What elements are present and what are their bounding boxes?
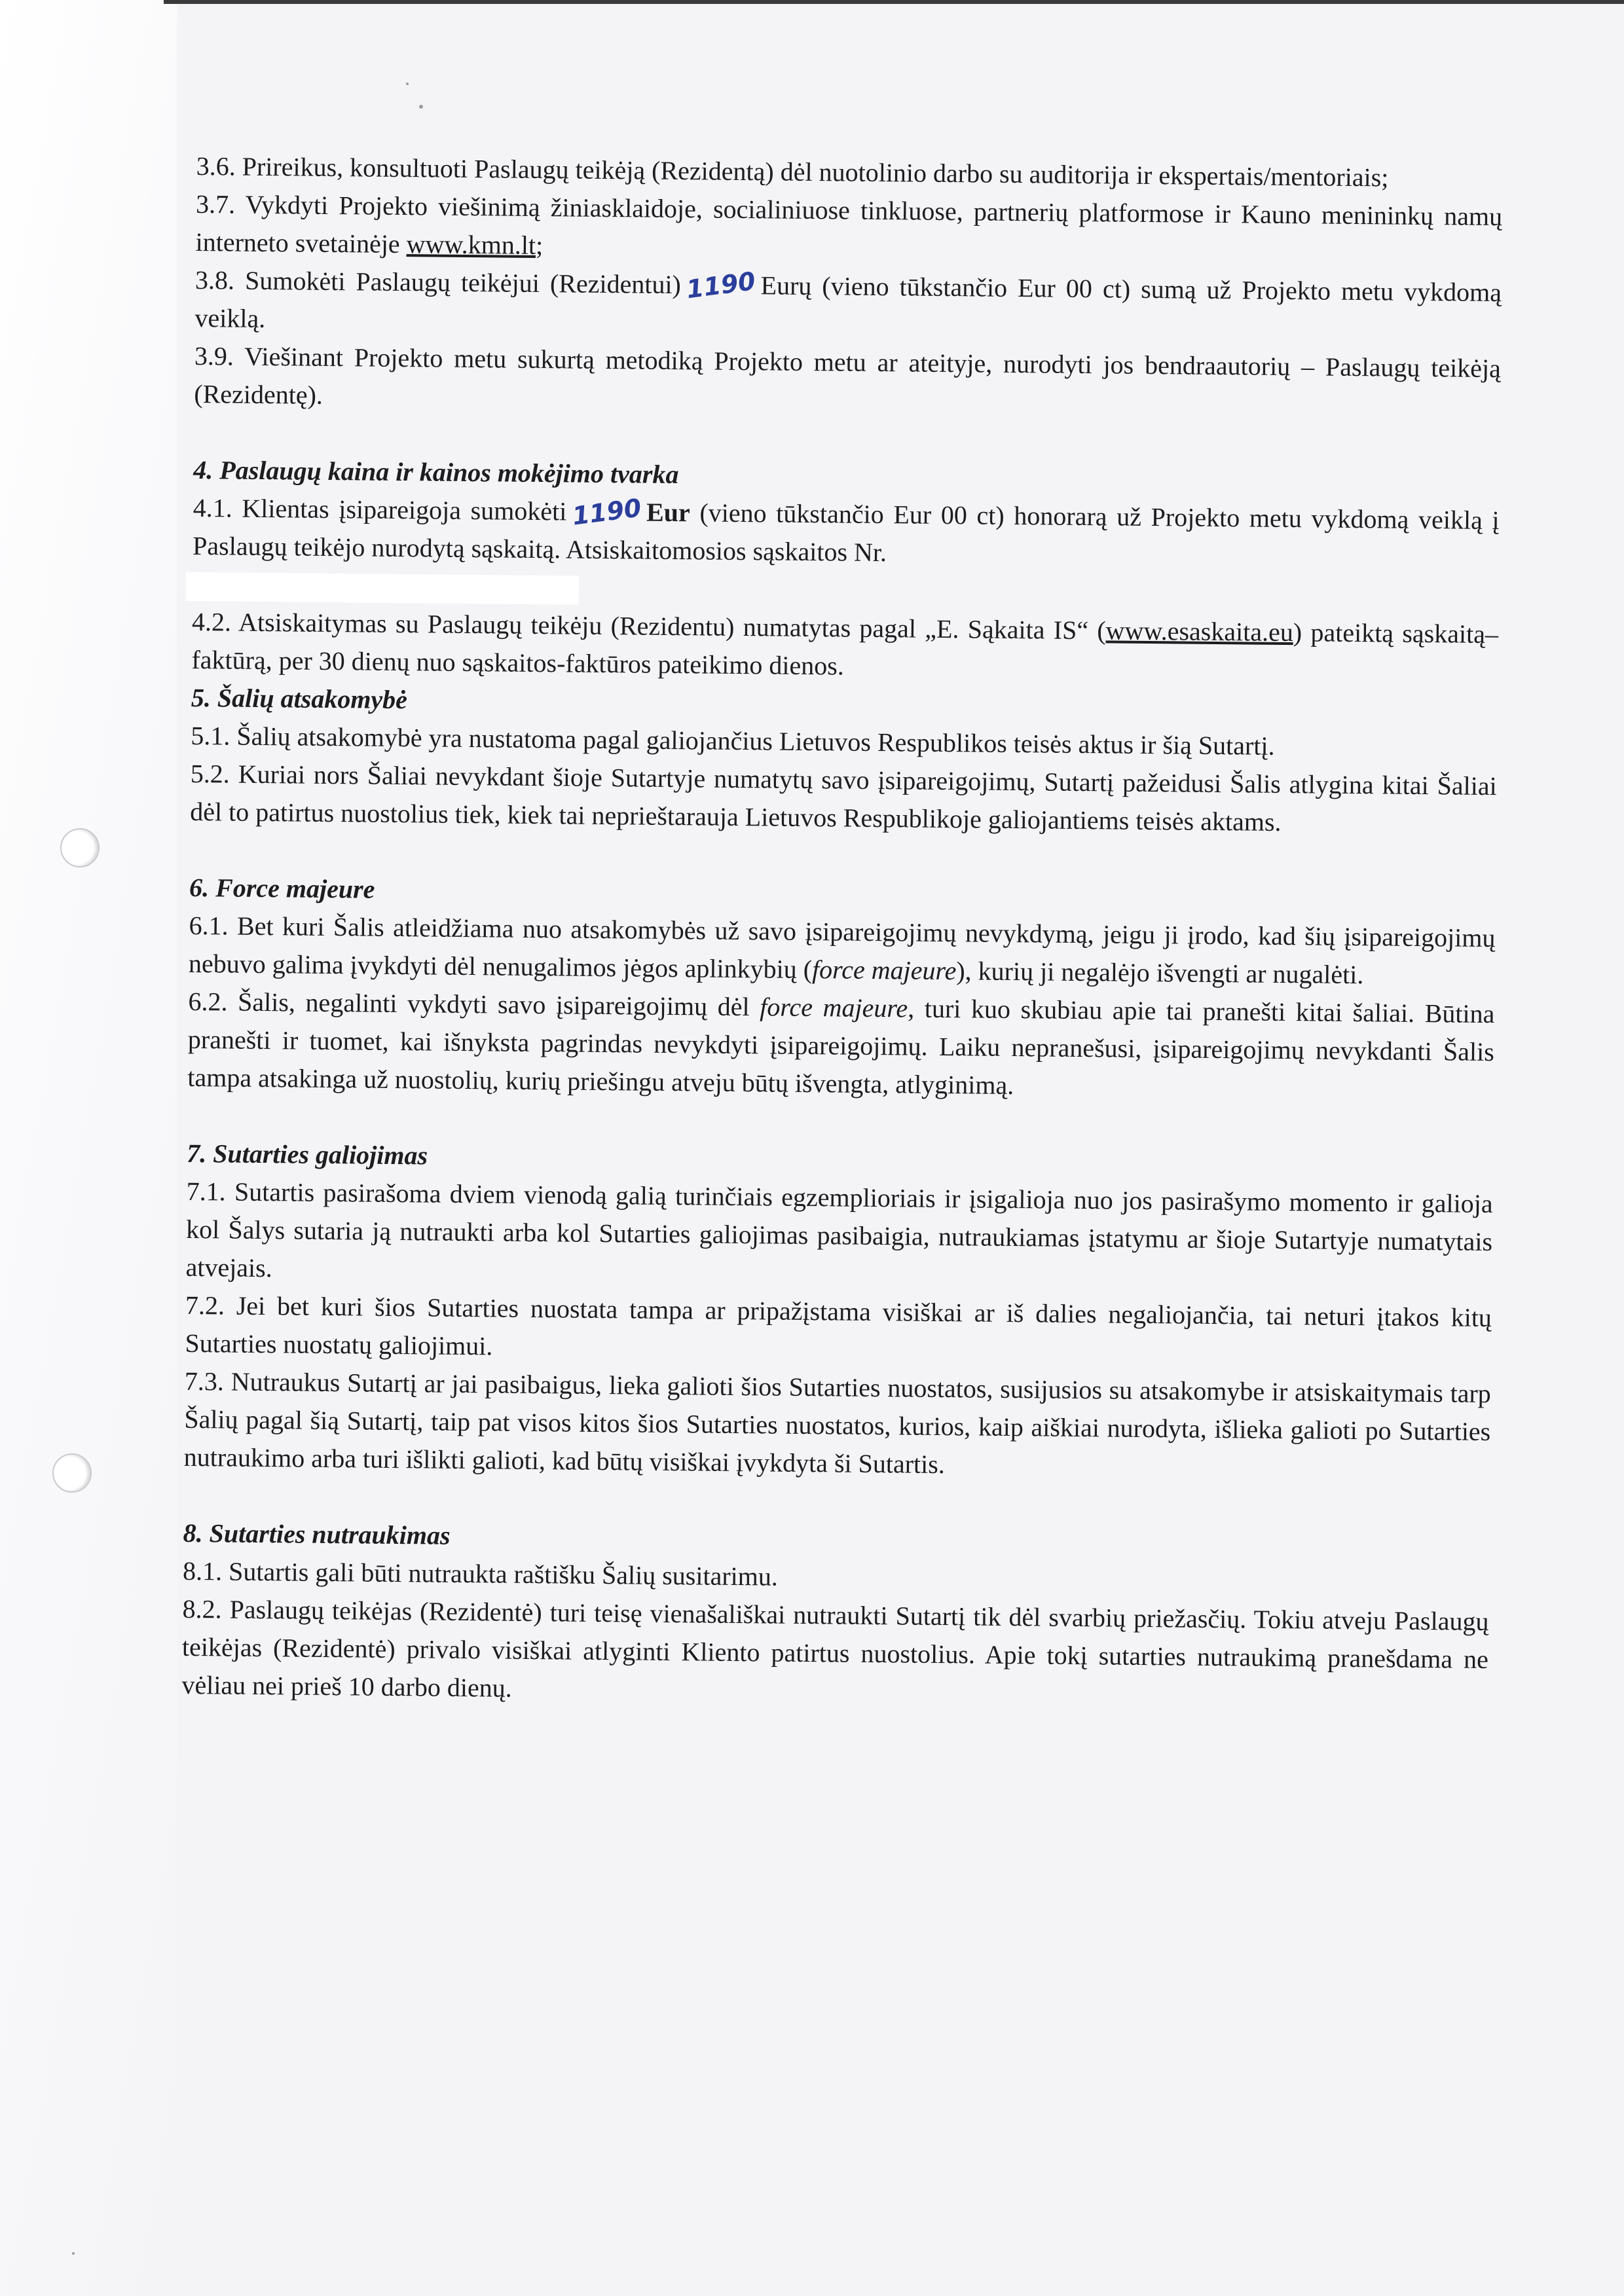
- force-majeure-term: force majeure: [760, 992, 908, 1023]
- clause-6-1: [189, 907, 1496, 995]
- scan-speck: [419, 105, 423, 109]
- clause-3-8-text: 3.8. Sumokėti Paslaugų teikėjui (Rezidentui): [194, 264, 682, 300]
- clause-6-2-text: 6.2. Šalis, negalinti vykdyti savo įsipareigojimų dėl: [188, 986, 760, 1022]
- scan-speck: [406, 82, 409, 85]
- clause-3-7-end: ;: [535, 230, 544, 261]
- kmn-website-link[interactable]: www.kmn.lt: [406, 229, 536, 260]
- force-majeure-term: force majeure: [811, 955, 957, 986]
- scan-speck: [72, 2252, 75, 2255]
- section-8-heading: 8. Sutarties nutraukimas: [183, 1518, 451, 1550]
- clause-3-8: [194, 261, 1502, 350]
- clause-5-1: 5.1. Šalių atsakomybė yra nustatoma pagal galiojančius Lietuvos Respublikos teisės aktus ir šią Sutartį.: [191, 720, 1275, 761]
- section-5-heading: 5. Šalių atsakomybė: [191, 682, 408, 715]
- clause-6-2-text-end: , turi kuo skubiau apie tai pranešti kitai šaliai. Būtina pranešti ir tuomet, kai išnyksta pagrindas nevykdyti įsipareigojimų. Laiku nepranešusi, įsipareigojimų nevykdanti Šalis tampa atsakinga už nuostolių, kurių priešingu atveju būtų išvengta, atlyginimą.: [187, 993, 1495, 1101]
- contract-page: [181, 147, 1503, 1717]
- handwritten-amount: 1190: [570, 493, 643, 531]
- clause-3-7-text: 3.7. Vykdyti Projekto viešinimą žiniasklaidoje, socialiniuose tinkluose, partnerių platformose ir Kauno menininkų namų interneto svetainėje: [195, 189, 1503, 259]
- clause-4-1-text: 4.1. Klientas įsipareigoja sumokėti: [193, 492, 567, 526]
- clause-7-2: 7.2. Jei bet kuri šios Sutarties nuostata tampa ar pripažįstama visiškai ar iš dalies negaliojančia, tai neturi įtakos kitų Sutarties nuostatų galiojimui.: [185, 1290, 1492, 1361]
- clause-4-2-text: 4.2. Atsiskaitymas su Paslaugų teikėju (Rezidentu) numatytas pagal „E. Sąkaita IS“ (: [191, 606, 1106, 646]
- clause-3-8-text-end: Eurų (vieno tūkstančio Eur 00 ct) sumą už Projekto metu vykdomą veiklą.: [194, 270, 1502, 334]
- punch-hole: [52, 1453, 92, 1493]
- section-7-heading: 7. Sutarties galiojimas: [187, 1138, 428, 1171]
- clause-7-1: 7.1. Sutartis pasirašoma dviem vienodą galią turinčiais egzemplioriais ir įsigalioja nuo jos pasirašymo momento ir galioja kol Šalys sutaria ją nutraukti arba kol Sutarties galiojimas pasibaigia, nutraukiamas įstatymu ar šioje Sutartyje numatytais atvejais.: [185, 1176, 1493, 1283]
- scan-edge-shading: [0, 0, 177, 2296]
- clause-6-1-text-end: ), kurių ji negalėjo išvengti ar nugalėti.: [956, 956, 1364, 990]
- section-4-heading: 4. Paslaugų kaina ir kainos mokėjimo tvarka: [193, 454, 679, 490]
- scan-top-border: [164, 0, 1624, 4]
- clause-7-3: 7.3. Nutraukus Sutartį ar jai pasibaigus, lieka galioti šios Sutarties nuostatos, susijusios su atsakomybe ir atsiskaitymais tarp Šalių pagal šią Sutartį, taip pat visos kitos šios Sutarties nuostatos, kurios, kaip aiškiai nurodyta, išlieka galioti po Sutarties nutraukimo arba turi išlikti galioti, kad būtų visiškai įvykdyta ši Sutartis.: [183, 1366, 1492, 1480]
- clause-8-2: 8.2. Paslaugų teikėjas (Rezidentė) turi teisę vienašališkai nutraukti Sutartį tik dėl svarbių priežasčių. Tokiu atveju Paslaugų teikėjas (Rezidentė) privalo visiškai atlyginti Kliento patirtus nuostolius. Apie tokį sutarties nutraukimą pranešdama ne vėliau nei prieš 10 darbo dienų.: [181, 1594, 1489, 1703]
- clause-6-1-text: 6.1. Bet kuri Šalis atleidžiama nuo atsakomybės už savo įsipareigojimų nevykdymą, jeigu ji įrodo, kad šių įsipareigojimų nebuvo galima įvykdyti dėl nenugalimos jėgos aplinkybių (: [188, 910, 1496, 985]
- clause-5-2: 5.2. Kuriai nors Šaliai nevykdant šioje Sutartyje numatytų savo įsipareigojimų, Sutartį pažeidusi Šalis atlygina kitai Šaliai dėl to patirtus nuostolius tiek, kiek tai neprieštarauja Lietuvos Respublikoje galiojantiems teisės aktams.: [190, 758, 1497, 837]
- clause-4-2: [191, 603, 1498, 691]
- clause-3-6: 3.6. Prireikus, konsultuoti Paslaugų teikėją (Rezidentą) dėl nuotolinio darbo su auditorija ir ekspertais/mentoriais;: [196, 151, 1389, 192]
- esaskaita-link[interactable]: www.esaskaita.eu: [1105, 615, 1294, 647]
- clause-3-9: 3.9. Viešinant Projekto metu sukurtą metodiką Projekto metu ar ateityje, nurodyti jos bendraautorių – Paslaugų teikėją (Rezidentę).: [194, 340, 1502, 410]
- clause-3-7: [195, 185, 1502, 274]
- clause-6-2: [187, 983, 1495, 1109]
- clause-4-1-text-end: (vieno tūkstančio Eur 00 ct) honorarą už Projekto metu vykdomą veiklą į Paslaugų teikėjo nurodytą sąskaitą. Atsiskaitomosios sąskaitos Nr.: [192, 498, 1500, 568]
- handwritten-amount: 1190: [684, 266, 758, 304]
- redaction-box: [185, 572, 578, 605]
- punch-hole: [60, 828, 100, 867]
- clause-4-2-text-end: ) pateiktą sąskaitą–faktūrą, per 30 dienų nuo sąskaitos-faktūros pateikimo dienos.: [191, 617, 1499, 681]
- clause-4-1: [193, 489, 1500, 577]
- section-6-heading: 6. Force majeure: [189, 872, 375, 904]
- currency-label: Eur: [646, 497, 690, 528]
- clause-8-1: 8.1. Sutartis gali būti nutraukta raštišku Šalių susitarimu.: [182, 1556, 779, 1592]
